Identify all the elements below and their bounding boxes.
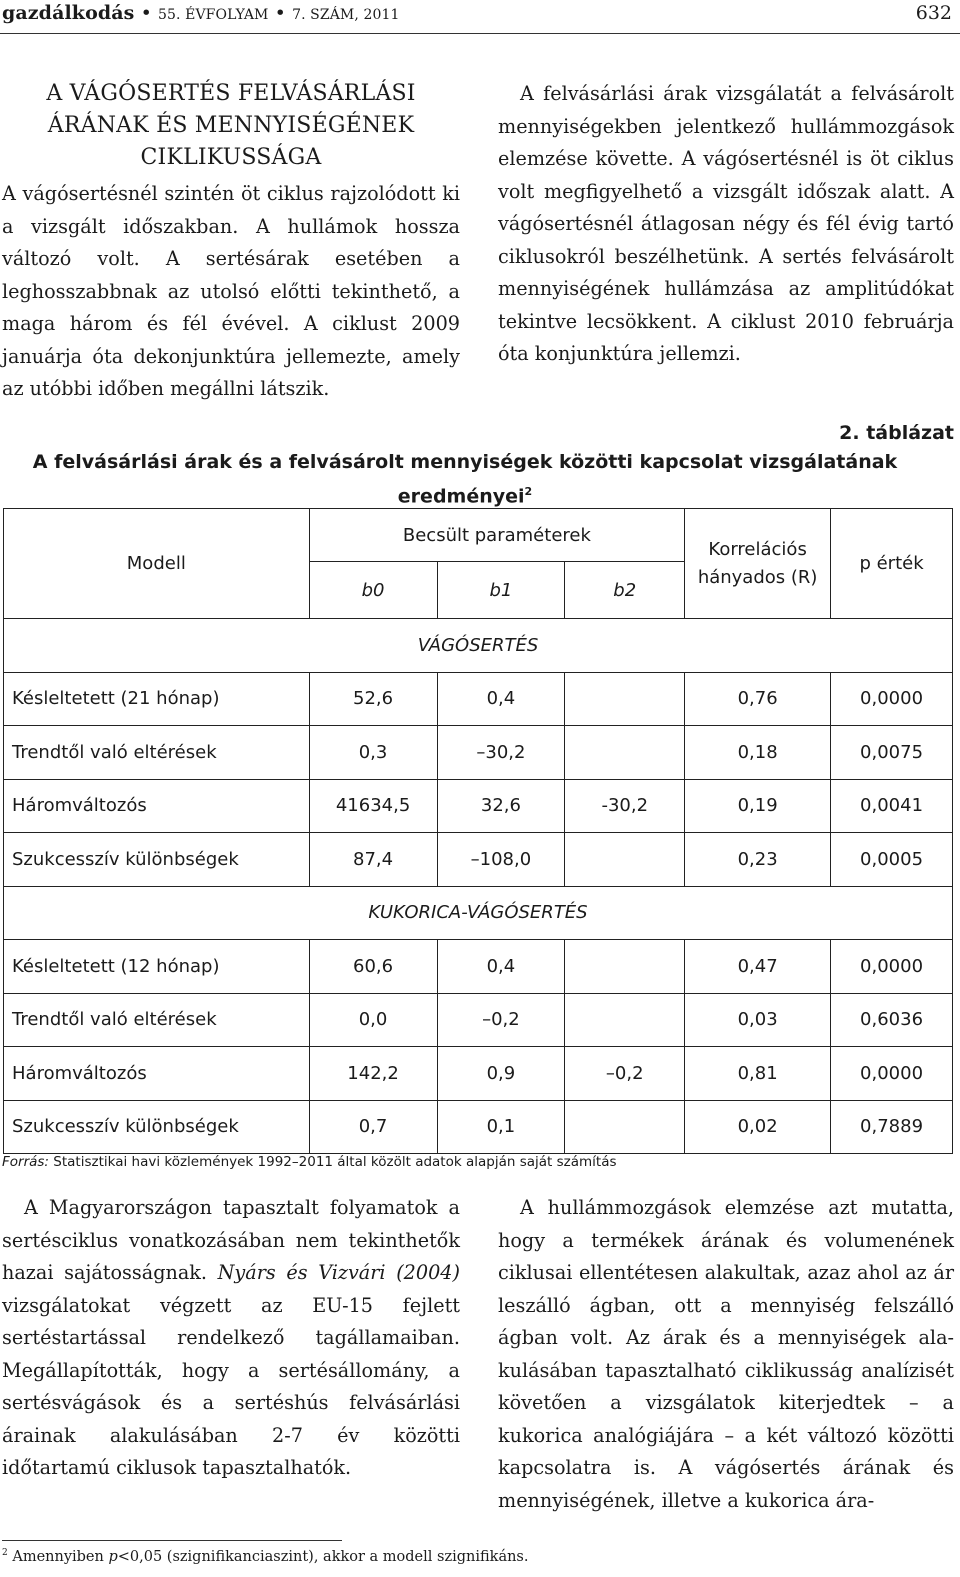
cell-model: Háromváltozós <box>4 1047 310 1101</box>
cell-p: 0,6036 <box>831 993 953 1047</box>
cell-b0: 60,6 <box>309 940 437 994</box>
results-table <box>3 508 953 1154</box>
paragraph: A felvásárlási árak vizsgálatát a felvásárolt mennyiségekben jelentkező hullámmozgások elemzése követte. A vágósertésnél is öt ciklus volt megfigyelhető a vizsgált időszak alatt. A vágósertésnél átlagosan négy és fél évig tartó ciklusokról beszélhetünk. A sertés felvásárolt mennyiségének hullámzása az amplitúdókat tekintve lecsökkent. A ciklust 2010 februárja óta konjunktúra jellemzi. <box>498 82 954 365</box>
cell-model: Háromváltozós <box>4 779 310 833</box>
cell-b1: –108,0 <box>437 833 565 887</box>
citation: Nyárs és Vizvári (2004) <box>217 1261 460 1284</box>
cell-r: 0,76 <box>685 672 831 726</box>
cell-b2 <box>565 672 685 726</box>
paragraph <box>2 1192 460 1485</box>
page-number: 632 <box>915 2 952 24</box>
section-title-line: ÁRÁNAK ÉS MENNYISÉGÉNEK <box>47 113 415 138</box>
cell-b2 <box>565 993 685 1047</box>
cell-b1: 0,4 <box>437 940 565 994</box>
cell-b0: 52,6 <box>309 672 437 726</box>
table-number: 2. táblázat <box>839 422 954 444</box>
cell-b2 <box>565 726 685 780</box>
cell-r: 0,81 <box>685 1047 831 1101</box>
cell-r: 0,03 <box>685 993 831 1047</box>
cell-p: 0,0041 <box>831 779 953 833</box>
cell-model: Szukcesszív különbségek <box>4 1100 310 1154</box>
footnote-text: Amennyiben <box>7 1548 109 1565</box>
header-b1: b1 <box>437 562 565 619</box>
table-title <box>30 448 900 511</box>
cell-model: Trendtől való eltérések <box>4 993 310 1047</box>
header-b0: b0 <box>309 562 437 619</box>
right-column-bottom <box>498 1192 954 1517</box>
source-text: Statisztikai havi közlemények 1992–2011 által közölt adatok alapján saját számítás <box>48 1154 617 1170</box>
right-column-top <box>498 78 954 371</box>
table-section-row <box>4 619 953 673</box>
table-header-row <box>4 509 953 562</box>
cell-b2 <box>565 1100 685 1154</box>
cell-b0: 87,4 <box>309 833 437 887</box>
cell-p: 0,0075 <box>831 726 953 780</box>
cell-r: 0,18 <box>685 726 831 780</box>
header-params: Becsült paraméterek <box>309 509 685 562</box>
cell-r: 0,47 <box>685 940 831 994</box>
cell-p: 0,0000 <box>831 672 953 726</box>
cell-b1: –30,2 <box>437 726 565 780</box>
header-correlation <box>685 509 831 619</box>
table-row <box>4 1100 953 1154</box>
table-title-text: A felvásárlási árak és a felvásárolt mennyiségek közötti kapcsolat vizsgálatának eredményei <box>32 451 898 508</box>
cell-b2: -30,2 <box>565 779 685 833</box>
section-title-line: A VÁGÓSERTÉS FELVÁSÁRLÁSI <box>46 81 416 106</box>
cell-b2 <box>565 940 685 994</box>
paragraph: A vágósertésnél szintén öt ciklus rajzolódott ki a vizsgált időszakban. A hullámok hossza változó volt. A sertésárak esetében a leghosszabbnak az utolsó előtti tekinthető, a maga három és fél évével. A ciklust 2009 januárja óta dekonjunktúra jellemezte, amely az utóbbi időben megállni látszik. <box>2 182 460 400</box>
cell-b0: 0,0 <box>309 993 437 1047</box>
footnote-italic: p <box>108 1548 118 1565</box>
table-row <box>4 993 953 1047</box>
paragraph-text: vizsgálatokat végzett az EU-15 fejlett sertéstartással rendelkező tagállamaiban. Megállapították, hogy a sertésállomány, a sertésvágások és a sertéshús felvásárlási árainak alakulásában 2-7 év közötti időtartamú ciklusok tapasztalhatók. <box>2 1293 460 1479</box>
cell-p: 0,0000 <box>831 940 953 994</box>
issue: 7. SZÁM, 2011 <box>292 7 400 23</box>
cell-p: 0,0005 <box>831 833 953 887</box>
table-row <box>4 833 953 887</box>
table-section-row <box>4 886 953 940</box>
cell-model: Szukcesszív különbségek <box>4 833 310 887</box>
cell-p: 0,7889 <box>831 1100 953 1154</box>
paragraph: A hullámmozgások elemzése azt mutatta, hogy a termékek árának és volumenének ciklusai ellentétesen alakultak, azaz ahol az ár leszálló ágban, ott a mennyiség felszálló ágban volt. Az árak és a mennyiségek alakulásában tapasztalható ciklikusság analízisét követően a vizsgálatok kiterjedtek – a kukorica analógiájára – a két változó közötti kapcsolatra is. A vágósertés árának és mennyiségének, illetve a kukorica ára- <box>498 1196 954 1512</box>
volume: 55. ÉVFOLYAM <box>158 7 269 23</box>
cell-b2: –0,2 <box>565 1047 685 1101</box>
table-row <box>4 672 953 726</box>
cell-model: Késleltetett (12 hónap) <box>4 940 310 994</box>
header-correlation-text: Korrelációs hányados (R) <box>697 538 818 588</box>
left-column-bottom <box>2 1192 460 1485</box>
cell-b0: 41634,5 <box>309 779 437 833</box>
journal-name: gazdálkodás <box>2 2 135 24</box>
footnote-mark: 2 <box>2 1548 8 1558</box>
table-row <box>4 940 953 994</box>
cell-b1: 0,1 <box>437 1100 565 1154</box>
cell-b1: –0,2 <box>437 993 565 1047</box>
cell-r: 0,23 <box>685 833 831 887</box>
table-row <box>4 1047 953 1101</box>
section-label: KUKORICA-VÁGÓSERTÉS <box>4 886 953 940</box>
footnote-rule <box>2 1540 342 1541</box>
paragraph-text: A Magyarországon tapasztalt folyamatok a sertésciklus vonatkozásában nem tekinthetők hazai sajátosságnak. <box>2 1196 460 1284</box>
header-p-value: p érték <box>831 509 953 619</box>
table-row <box>4 726 953 780</box>
cell-b0: 0,7 <box>309 1100 437 1154</box>
cell-model: Trendtől való eltérések <box>4 726 310 780</box>
cell-b0: 142,2 <box>309 1047 437 1101</box>
cell-b0: 0,3 <box>309 726 437 780</box>
running-header: gazdálkodás • 55. ÉVFOLYAM • 7. SZÁM, 2011 <box>2 2 400 24</box>
section-label: VÁGÓSERTÉS <box>4 619 953 673</box>
section-title-line: CIKLIKUSSÁGA <box>140 145 322 170</box>
footnote <box>2 1548 528 1565</box>
footnote-ref: 2 <box>524 485 533 498</box>
section-title <box>2 78 460 174</box>
header-rule <box>0 33 960 34</box>
cell-b1: 32,6 <box>437 779 565 833</box>
table-row <box>4 779 953 833</box>
table-source <box>2 1154 617 1170</box>
left-column-top <box>2 78 460 406</box>
cell-p: 0,0000 <box>831 1047 953 1101</box>
cell-r: 0,02 <box>685 1100 831 1154</box>
cell-b1: 0,4 <box>437 672 565 726</box>
cell-b1: 0,9 <box>437 1047 565 1101</box>
header-b2: b2 <box>565 562 685 619</box>
footnote-text: <0,05 (szignifikanciaszint), akkor a modell szignifikáns. <box>117 1548 529 1565</box>
cell-model: Késleltetett (21 hónap) <box>4 672 310 726</box>
source-label: Forrás: <box>2 1154 49 1170</box>
cell-r: 0,19 <box>685 779 831 833</box>
cell-b2 <box>565 833 685 887</box>
header-model: Modell <box>4 509 310 619</box>
